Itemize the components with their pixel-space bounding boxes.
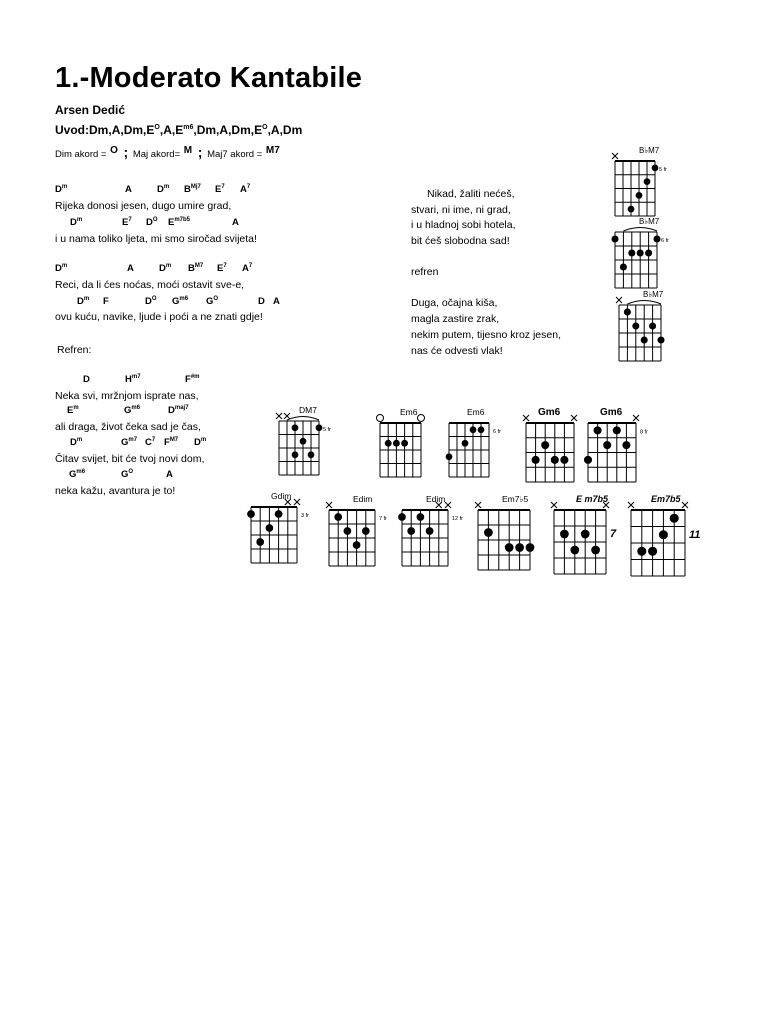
chord-symbol: $D^m$ <box>194 437 207 449</box>
chord-diagram-em7b5-b <box>552 494 634 580</box>
chord-symbol: $D^m$ <box>70 217 83 229</box>
fret-label: 12 fr <box>452 516 464 522</box>
chord-name: Em6 <box>467 407 485 417</box>
intro-chord: Dm <box>123 123 144 137</box>
chord-diagram-bbm7-a <box>613 145 683 222</box>
intro-chord: $E^{m6}$ <box>175 123 194 137</box>
chord-diagram-bbm7-c <box>617 289 689 367</box>
legend-sep: ; <box>197 144 203 160</box>
lyric-line: nekim putem, tijesno kroz jesen, <box>411 329 561 341</box>
chord-symbol: $E^7$ <box>215 184 225 196</box>
page-title: 1.-Moderato Kantabile <box>55 62 363 94</box>
chord-symbol: $E^7$ <box>122 217 132 229</box>
legend-dim-label: Dim akord = <box>55 149 107 160</box>
fret-label: 3 fr <box>301 513 309 519</box>
finger-dot <box>256 538 264 546</box>
fret-label: 5 fr <box>659 166 667 173</box>
chord-diagram-em6-a <box>378 407 449 483</box>
intro-chord: Dm <box>282 123 303 137</box>
finger-dot <box>652 165 659 172</box>
muted-string-mark <box>445 502 451 508</box>
lyric-line: ovu kuću, navike, ljude i poći a ne znati gdje! <box>55 311 263 323</box>
chord-symbol: A <box>166 469 173 480</box>
muted-string-mark <box>616 297 622 303</box>
finger-dot <box>398 513 406 521</box>
chord-diagram-edim-a <box>327 494 403 572</box>
chord-symbol: $E^{m7b5}$ <box>168 217 191 229</box>
intro-line <box>55 123 302 137</box>
lyric-line: Duga, očajna kiša, <box>411 297 498 309</box>
chord-symbol: D <box>258 296 265 307</box>
finger-dot <box>478 426 485 433</box>
fret-label: 7 <box>610 528 617 540</box>
finger-dot <box>470 426 477 433</box>
finger-dot <box>632 322 639 329</box>
finger-dot <box>505 543 514 552</box>
muted-string-mark <box>294 499 300 505</box>
finger-dot <box>628 249 635 256</box>
finger-dot <box>594 426 602 434</box>
lyric-line: stvari, ni ime, ni grad, <box>411 204 511 216</box>
finger-dot <box>636 192 643 199</box>
finger-dot <box>334 513 342 521</box>
finger-dot <box>446 453 453 460</box>
open-string-mark <box>377 415 384 422</box>
intro-chord: A <box>111 123 121 137</box>
chord-symbol: $D^O$ <box>145 296 157 308</box>
finger-dot <box>551 456 559 464</box>
finger-dot <box>266 524 274 532</box>
finger-dot <box>526 543 535 552</box>
chord-name: Edim <box>353 494 373 504</box>
fret-label: 8 fr <box>640 429 648 436</box>
muted-string-mark <box>475 502 481 508</box>
intro-chord: A <box>270 123 280 137</box>
muted-string-mark <box>551 502 557 508</box>
chord-name: DM7 <box>299 405 317 415</box>
finger-dot <box>247 510 255 518</box>
finger-dot <box>344 527 352 535</box>
muted-string-mark <box>571 415 577 421</box>
chord-symbol: $D^O$ <box>146 217 158 229</box>
muted-string-mark <box>326 502 332 508</box>
chord-name: B♭M7 <box>643 290 664 299</box>
finger-dot <box>584 456 592 464</box>
chord-symbol: $A^7$ <box>240 184 251 196</box>
legend-dim-symbol: O <box>110 145 118 156</box>
refrain-heading: Refren: <box>57 344 92 356</box>
finger-dot <box>624 308 631 315</box>
legend-maj7-label: Maj7 akord = <box>207 149 263 160</box>
muted-string-mark <box>628 502 634 508</box>
intro-chord: Dm <box>231 123 251 137</box>
chord-name: Edim <box>426 494 446 504</box>
chord-name: Gdim <box>271 491 292 501</box>
finger-dot <box>515 543 524 552</box>
chord-diagram-gm6-b <box>586 407 664 488</box>
lyric-line: Neka svi, mržnjom isprate nas, <box>55 390 199 402</box>
chord-symbol: F <box>103 296 109 307</box>
finger-dot <box>532 456 540 464</box>
chord-symbol: $G^{m7}$ <box>121 437 138 449</box>
finger-dot <box>603 441 611 449</box>
intro-chord: $E^O$ <box>146 123 160 137</box>
chord-diagram-edim-b <box>400 494 476 572</box>
finger-dot <box>292 451 299 458</box>
finger-dot <box>560 530 569 539</box>
legend-maj7-symbol: M7 <box>265 145 280 156</box>
finger-dot <box>407 527 415 535</box>
chord-symbol: $B^{M7}$ <box>188 263 204 275</box>
chord-name: B♭M7 <box>639 146 660 155</box>
chord-symbol: A <box>273 296 280 307</box>
muted-string-mark <box>633 415 639 421</box>
chord-legend <box>55 144 281 160</box>
chord-symbol: $F^{M7}$ <box>164 437 179 449</box>
chord-diagram-em7b5-c <box>629 494 713 582</box>
chord-symbol: $D^{maj7}$ <box>168 405 189 417</box>
chord-symbol: $F^{\#m}$ <box>185 374 200 386</box>
finger-dot <box>645 249 652 256</box>
chord-symbol: $D^m$ <box>157 184 170 196</box>
finger-dot <box>362 527 370 535</box>
chord-symbol: $C^7$ <box>145 437 156 449</box>
lyric-line: nas će odvesti vlak! <box>411 345 503 357</box>
finger-dot <box>462 440 469 447</box>
finger-dot <box>613 426 621 434</box>
chord-symbol: $D^m$ <box>159 263 172 275</box>
finger-dot <box>611 235 618 242</box>
chord-symbol: $G^O$ <box>121 469 134 481</box>
finger-dot <box>353 541 361 549</box>
lyric-line: i u hladnoj sobi hotela, <box>411 219 516 231</box>
chord-symbol: $B^{Mj7}$ <box>184 184 201 196</box>
intro-chord: Dm <box>89 123 109 137</box>
finger-dot <box>659 530 668 539</box>
chord-name: B♭M7 <box>639 217 660 226</box>
chord-symbol: $G^O$ <box>206 296 219 308</box>
chord-name: Gm6 <box>538 407 561 418</box>
chord-symbol: $G^{m6}$ <box>172 296 189 308</box>
finger-dot <box>385 440 392 447</box>
lyric-line: magla zastire zrak, <box>411 313 500 325</box>
finger-dot <box>541 441 549 449</box>
lyric-line: bit ćeš slobodna sad! <box>411 235 510 247</box>
finger-dot <box>300 438 307 445</box>
legend-maj-symbol: M <box>183 145 193 156</box>
chord-symbol: A <box>127 263 134 274</box>
muted-string-mark <box>284 413 290 419</box>
chord-symbol: $D^m$ <box>55 263 68 275</box>
finger-dot <box>641 336 648 343</box>
finger-dot <box>401 440 408 447</box>
open-string-mark <box>418 415 425 422</box>
finger-dot <box>657 336 664 343</box>
chord-symbol: D <box>83 374 90 385</box>
finger-dot <box>308 451 315 458</box>
chord-symbol: $H^{m7}$ <box>125 374 141 386</box>
chord-name: E m7b5 <box>576 494 609 504</box>
finger-dot <box>670 514 679 523</box>
finger-dot <box>275 510 283 518</box>
muted-string-mark <box>682 502 688 508</box>
finger-dot <box>591 546 600 555</box>
finger-dot <box>628 206 635 213</box>
chord-symbol: $D^m$ <box>77 296 90 308</box>
refrain-marker: refren <box>411 266 439 278</box>
finger-dot <box>484 528 493 537</box>
intro-chord: A <box>163 123 172 137</box>
lyric-line: ali draga, život čeka sad je čas, <box>55 421 201 433</box>
chord-symbol: A <box>125 184 132 195</box>
chord-name: Em7♭5 <box>502 494 529 504</box>
chord-symbol: $D^m$ <box>70 437 83 449</box>
chord-diagram-em6-b <box>447 407 517 483</box>
chord-symbol: $G^{m6}$ <box>124 405 141 417</box>
lyric-line: Nikad, žaliti nećeš, <box>427 188 515 200</box>
muted-string-mark <box>276 413 282 419</box>
lyric-line: Rijeka donosi jesen, dugo umire grad, <box>55 200 232 212</box>
chord-name: Em6 <box>400 407 418 417</box>
finger-dot <box>622 441 630 449</box>
intro-chords: $Dm,A,Dm,E^O,A,E^{m6},Dm,A,Dm,E^O,A,Dm$ <box>89 123 303 137</box>
fret-label: 6 fr <box>661 238 669 244</box>
finger-dot <box>426 527 434 535</box>
finger-dot <box>417 513 425 521</box>
finger-dot <box>637 249 644 256</box>
intro-chord: A <box>219 123 229 137</box>
finger-dot <box>292 424 299 431</box>
chord-diagram-gdim <box>249 491 325 569</box>
finger-dot <box>653 235 660 242</box>
chord-symbol: $G^{m6}$ <box>69 469 86 481</box>
lyric-line: neka kažu, avantura je to! <box>55 485 176 497</box>
intro-label: Uvod: <box>55 123 89 137</box>
finger-dot <box>648 547 657 556</box>
intro-chord: Dm <box>196 123 217 137</box>
chord-diagram-dm7 <box>277 405 347 481</box>
muted-string-mark <box>523 415 529 421</box>
finger-dot <box>620 263 627 270</box>
lyric-line: Reci, da li ćes noćas, moći ostavit sve-e, <box>55 279 245 291</box>
chord-diagram-em7b5-a <box>476 494 558 576</box>
finger-dot <box>570 546 579 555</box>
finger-dot <box>393 440 400 447</box>
fret-label: 7 fr <box>379 516 387 522</box>
chord-symbol: $D^m$ <box>55 184 68 196</box>
finger-dot <box>637 547 646 556</box>
fret-label: 6 fr <box>493 428 501 435</box>
finger-dot <box>316 424 323 431</box>
finger-dot <box>581 530 590 539</box>
author: Arsen Dedić <box>55 103 126 117</box>
legend-maj-label: Maj akord= <box>132 149 181 160</box>
muted-string-mark <box>612 153 618 159</box>
finger-dot <box>649 322 656 329</box>
finger-dot <box>560 456 568 464</box>
finger-dot <box>644 178 651 185</box>
chord-symbol: A <box>232 217 239 228</box>
lyric-line: i u nama toliko ljeta, mi smo siročad svijeta! <box>55 233 257 245</box>
fret-label: 5 fr <box>323 426 331 433</box>
lyric-line: Čitav svijet, bit će tvoj novi dom, <box>55 453 205 465</box>
legend-sep: ; <box>123 144 129 160</box>
chord-symbol: $E^7$ <box>217 263 227 275</box>
chord-name: Em7b5 <box>651 494 681 504</box>
chord-name: Gm6 <box>600 407 623 418</box>
chord-symbol: $A^7$ <box>242 263 253 275</box>
chord-diagram-bbm7-b <box>613 216 685 294</box>
intro-chord: $E^O$ <box>254 123 268 137</box>
fret-label: 11 <box>689 528 701 541</box>
chord-symbol: $E^m$ <box>67 405 79 417</box>
